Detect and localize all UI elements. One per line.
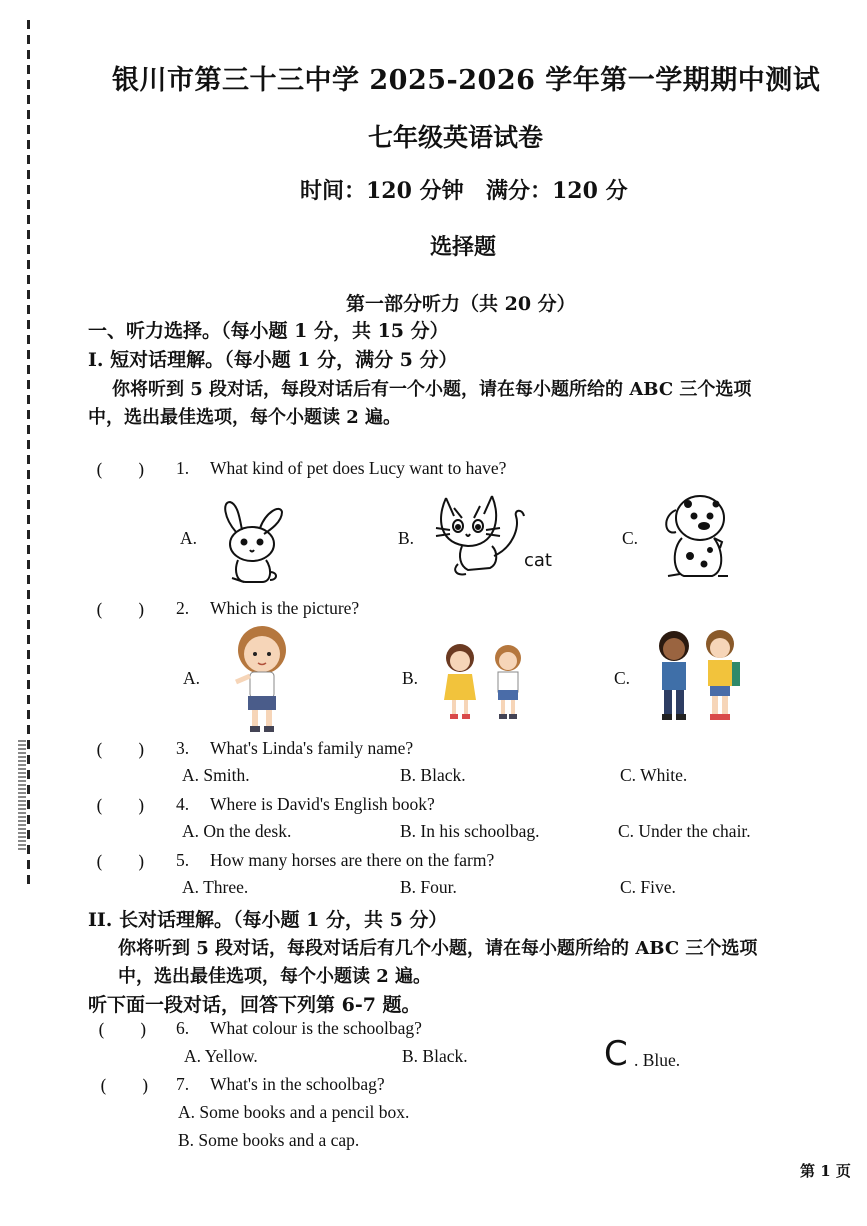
sub-heading-long: II. 长对话理解。（每小题 1 分，共 5 分） — [88, 909, 448, 931]
two-boys-icon — [652, 624, 744, 724]
instruction-line: 中，选出最佳选项，每个小题读 2 遍。 — [118, 966, 432, 987]
question-number: 6. — [176, 1018, 190, 1038]
question-text: What kind of pet does Lucy want to have? — [210, 458, 507, 478]
option-b: B. Black. — [402, 1046, 468, 1066]
option-a: A. On the desk. — [182, 821, 292, 841]
answer-blank[interactable]: ( ) — [96, 741, 145, 761]
page-seam — [18, 740, 26, 850]
option-label: B. — [398, 528, 415, 548]
dog-icon — [654, 492, 736, 582]
answer-blank[interactable]: ( ) — [100, 1077, 149, 1097]
option-a: A. Three. — [182, 877, 249, 897]
instruction-line: 你将听到 5 段对话，每段对话后有一个小题，请在每小题所给的 ABC 三个选项 — [112, 379, 752, 400]
answer-blank[interactable]: ( ) — [96, 601, 145, 621]
handwritten-c: C — [604, 1034, 628, 1074]
page-number: 第 1 页 — [800, 1162, 851, 1180]
answer-blank[interactable]: ( ) — [96, 797, 145, 817]
question-text: Which is the picture? — [210, 598, 360, 618]
option-a: A. Smith. — [182, 765, 250, 785]
option-b: B. Four. — [400, 877, 457, 897]
question-number: 1. — [176, 458, 190, 478]
question-text: What's Linda's family name? — [210, 738, 414, 758]
question-text: What's in the schoolbag? — [210, 1074, 385, 1094]
sub-heading-short: I. 短对话理解。（每小题 1 分，满分 5 分） — [88, 349, 458, 371]
question-number: 2. — [176, 598, 190, 618]
question-number: 3. — [176, 738, 190, 758]
binding-dash-line — [27, 20, 30, 890]
cat-icon — [432, 490, 552, 580]
question-number: 5. — [176, 850, 190, 870]
heading-listening: 一、听力选择。（每小题 1 分，共 15 分） — [88, 320, 449, 342]
girl-icon — [222, 622, 300, 734]
option-c: . Blue. — [634, 1050, 681, 1070]
answer-blank[interactable]: ( ) — [96, 853, 145, 873]
option-c: C. White. — [620, 765, 688, 785]
option-label: C. — [622, 528, 639, 548]
option-c: C. Under the chair. — [618, 821, 751, 841]
option-label: A. — [183, 668, 201, 688]
option-c: C. Five. — [620, 877, 676, 897]
exam-title: 银川市第三十三中学 2025-2026 学年第一学期期中测试 — [112, 65, 821, 96]
question-text: Where is David's English book? — [210, 794, 435, 814]
option-b: B. Some books and a cap. — [178, 1130, 360, 1150]
rabbit-icon — [216, 498, 288, 586]
time-label: 时间：120 分钟 — [300, 178, 464, 204]
instruction-line: 你将听到 5 段对话，每段对话后有几个小题，请在每小题所给的 ABC 三个选项 — [118, 938, 758, 959]
listen-prompt: 听下面一段对话，回答下列第 6-7 题。 — [88, 994, 421, 1016]
two-girls-icon — [436, 640, 532, 722]
answer-blank[interactable]: ( ) — [96, 461, 145, 481]
option-label: A. — [180, 528, 198, 548]
part1-title: 第一部分听力（共 20 分） — [346, 293, 576, 315]
option-a: A. Yellow. — [184, 1046, 258, 1066]
question-number: 7. — [176, 1074, 190, 1094]
option-label: C. — [614, 668, 631, 688]
option-b: B. Black. — [400, 765, 466, 785]
answer-blank[interactable]: ( ) — [98, 1021, 147, 1041]
question-number: 4. — [176, 794, 190, 814]
question-text: How many horses are there on the farm? — [210, 850, 495, 870]
exam-subtitle: 七年级英语试卷 — [368, 123, 544, 152]
instruction-line: 中，选出最佳选项，每个小题读 2 遍。 — [88, 407, 402, 428]
handwritten-cat: cat — [524, 550, 552, 571]
question-text: What colour is the schoolbag? — [210, 1018, 422, 1038]
score-label: 满分：120 分 — [486, 178, 628, 204]
section-type: 选择题 — [430, 234, 497, 260]
option-a: A. Some books and a pencil box. — [178, 1102, 410, 1122]
option-label: B. — [402, 668, 419, 688]
option-b: B. In his schoolbag. — [400, 821, 540, 841]
